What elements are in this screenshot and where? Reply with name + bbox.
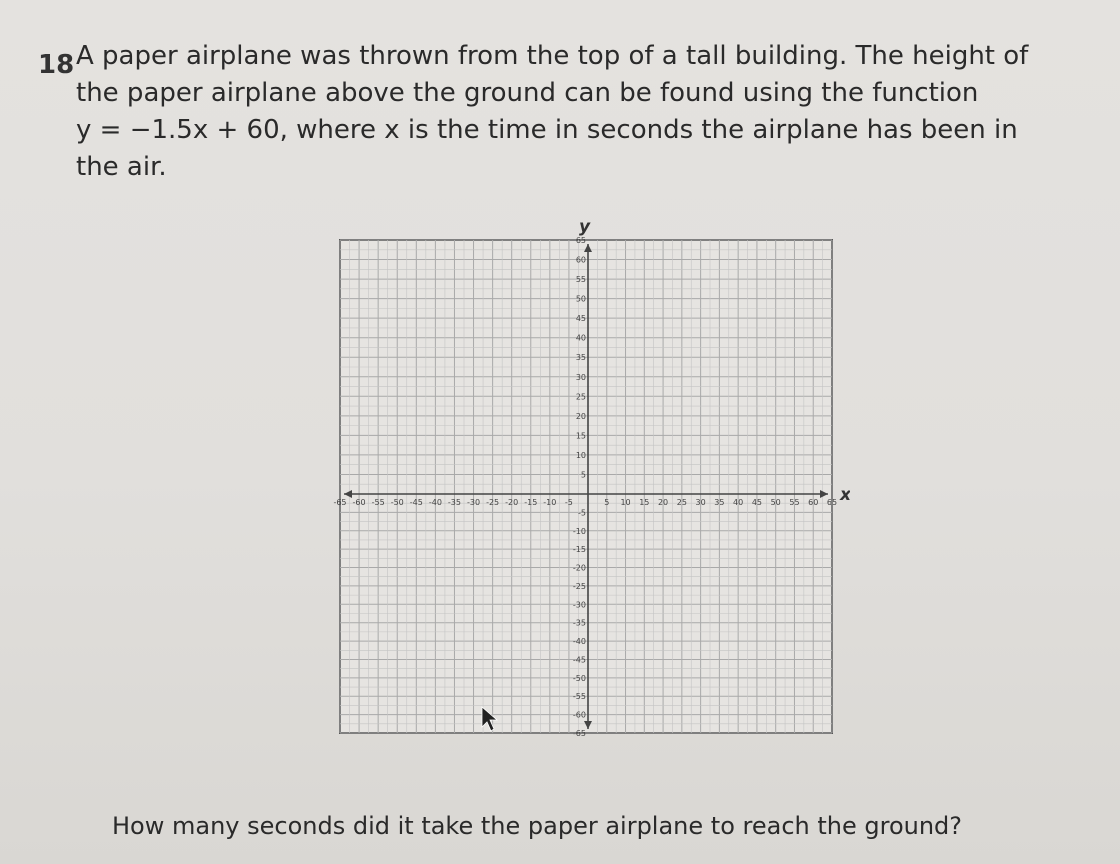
y-tick-label: 10 bbox=[575, 450, 586, 460]
y-tick-label: -60 bbox=[572, 710, 586, 720]
x-tick-label: 55 bbox=[789, 498, 800, 507]
question-number: 18 bbox=[38, 50, 75, 80]
x-tick-label: 40 bbox=[733, 498, 744, 507]
y-tick-label: -40 bbox=[572, 637, 586, 647]
x-tick-label: -65 bbox=[333, 498, 347, 507]
x-tick-label: -25 bbox=[486, 498, 500, 507]
question-text: A paper airplane was thrown from the top of a tall building. The height of the paper airplane above the ground can be found using the function y = −1.5x + 60, where x is the time in seconds the airplane has been in the air. bbox=[76, 41, 1029, 182]
x-tick-label: 60 bbox=[808, 498, 819, 507]
y-tick-label: -15 bbox=[572, 545, 586, 555]
x-tick-label: -10 bbox=[543, 498, 557, 507]
x-tick-label: 50 bbox=[770, 498, 781, 507]
x-tick-label: 45 bbox=[751, 498, 763, 507]
y-tick-label: -20 bbox=[572, 563, 586, 573]
x-tick-label: -15 bbox=[524, 498, 538, 507]
x-tick-label: -55 bbox=[371, 498, 385, 507]
x-tick-label: -5 bbox=[564, 498, 573, 507]
x-tick-label: -35 bbox=[447, 498, 462, 507]
y-axis-label: y bbox=[579, 217, 591, 237]
question-prompt: How many seconds did it take the paper airplane to reach the ground? bbox=[112, 812, 963, 840]
x-tick-label: -40 bbox=[428, 498, 442, 507]
y-tick-label: -45 bbox=[572, 655, 586, 665]
x-tick-label: -30 bbox=[466, 498, 481, 507]
y-tick-label: 50 bbox=[575, 294, 586, 304]
y-tick-label: -50 bbox=[572, 673, 586, 683]
x-tick-label: 65 bbox=[826, 498, 838, 507]
coordinate-grid[interactable] bbox=[330, 215, 850, 745]
x-tick-label: 10 bbox=[620, 498, 631, 507]
y-tick-label: -55 bbox=[572, 692, 586, 702]
x-tick-label: -20 bbox=[505, 498, 519, 507]
y-tick-label: -5 bbox=[578, 508, 586, 518]
y-tick-label: -35 bbox=[572, 618, 586, 628]
x-tick-label: 20 bbox=[657, 498, 669, 507]
y-tick-label: -10 bbox=[572, 526, 586, 536]
y-tick-label: 45 bbox=[575, 314, 586, 324]
y-tick-label: 15 bbox=[575, 431, 586, 441]
y-tick-label: 35 bbox=[575, 353, 586, 363]
y-tick-label: 20 bbox=[575, 411, 586, 421]
x-tick-label: -60 bbox=[352, 498, 366, 507]
x-tick-label: 35 bbox=[714, 498, 725, 507]
y-tick-label: 40 bbox=[575, 333, 586, 343]
x-tick-label: 30 bbox=[695, 498, 706, 507]
x-tick-label: 25 bbox=[676, 498, 687, 507]
y-tick-label: -30 bbox=[572, 600, 586, 610]
x-axis-label: x bbox=[840, 485, 850, 505]
x-tick-label: -45 bbox=[409, 498, 423, 507]
y-tick-label: 55 bbox=[575, 275, 586, 285]
y-tick-label: 65 bbox=[575, 236, 586, 245]
y-tick-label: 25 bbox=[575, 392, 586, 402]
y-tick-label: -25 bbox=[572, 581, 586, 591]
y-tick-label: 5 bbox=[580, 470, 586, 480]
coordinate-plane-svg[interactable] bbox=[330, 215, 850, 745]
y-tick-label: 30 bbox=[575, 372, 586, 382]
y-tick-label: 60 bbox=[575, 255, 586, 265]
x-tick-label: 5 bbox=[604, 498, 610, 507]
x-tick-label: 15 bbox=[639, 498, 650, 507]
y-tick-label: -65 bbox=[572, 729, 586, 738]
x-tick-label: -50 bbox=[390, 498, 404, 507]
